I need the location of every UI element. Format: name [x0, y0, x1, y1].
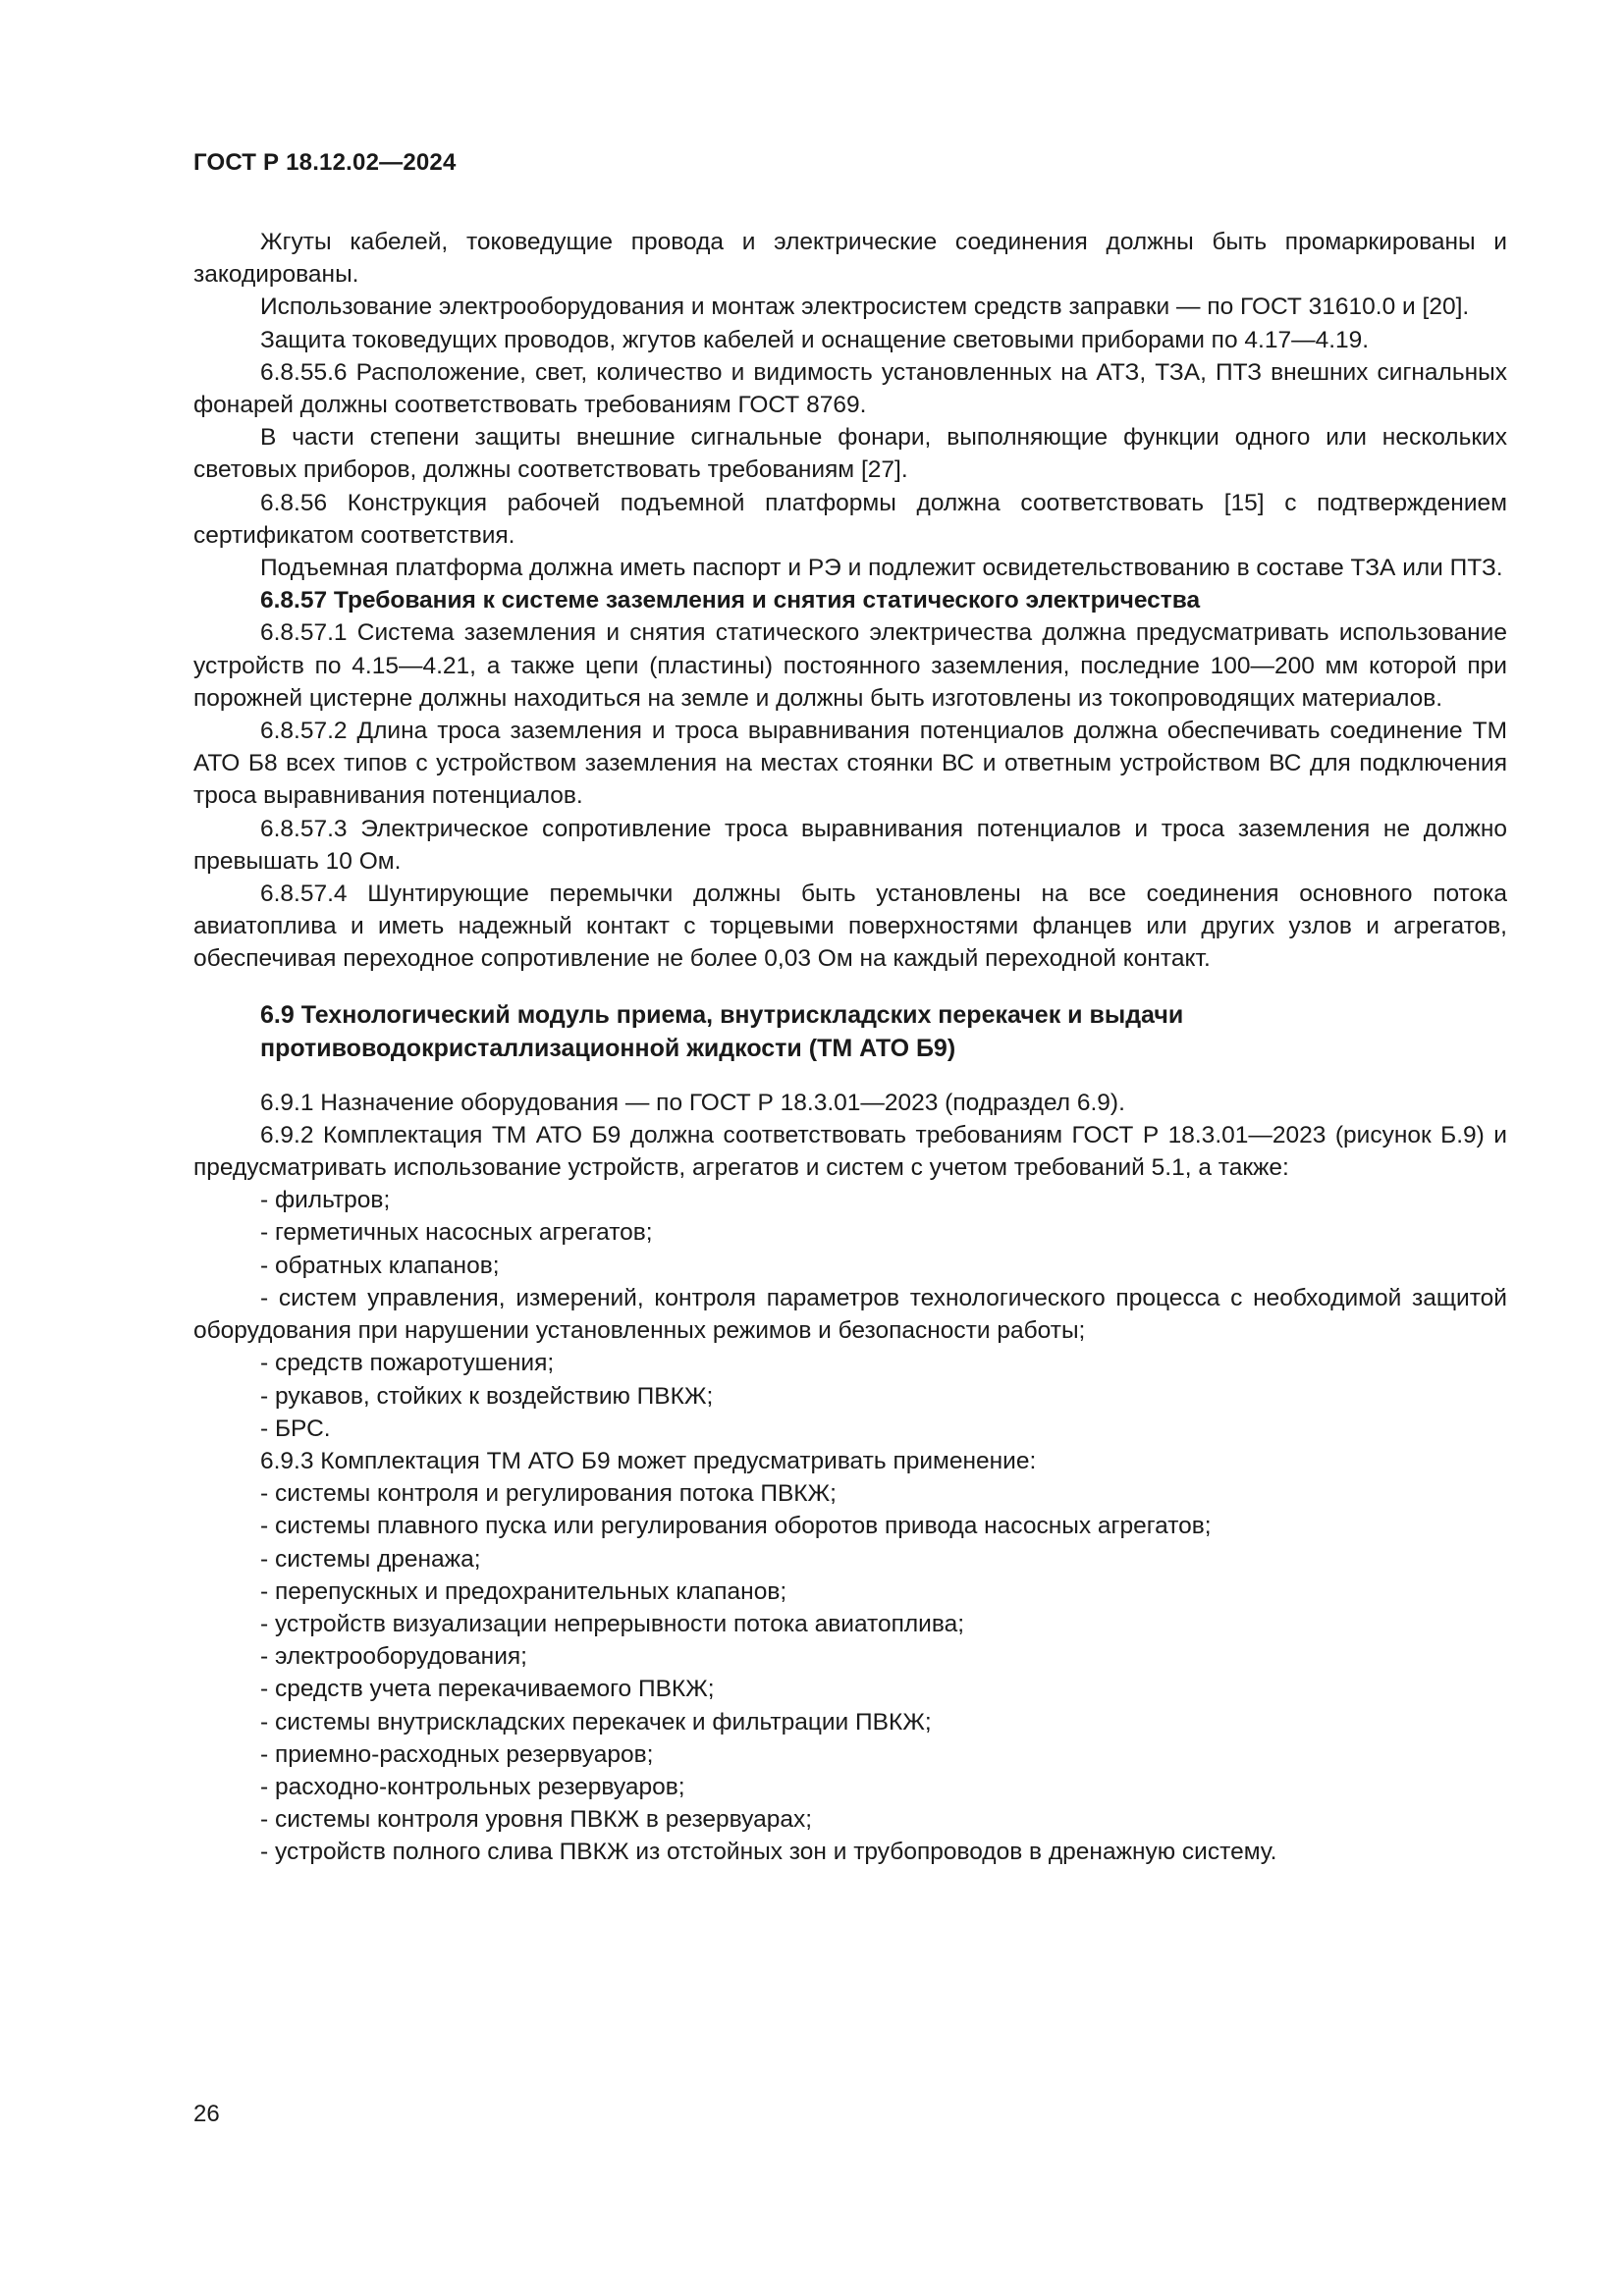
list-item: - расходно-контрольных резервуаров;	[260, 1773, 685, 1800]
section-title-6-9	[193, 998, 1507, 1065]
paragraph-6-9-3: 6.9.3 Комплектация ТМ АТО Б9 может предусматривать применение:	[260, 1447, 1037, 1474]
list-item: - системы дренажа;	[260, 1545, 481, 1573]
list-item: - системы внутрискладских перекачек и фильтрации ПВКЖ;	[260, 1708, 932, 1735]
paragraph: Жгуты кабелей, токоведущие провода и электрические соединения должны быть промаркированы и закодированы.	[193, 229, 1507, 289]
list-item: - устройств визуализации непрерывности потока авиатоплива;	[260, 1610, 965, 1637]
list-item: - герметичных насосных агрегатов;	[260, 1219, 653, 1247]
paragraph-6-8-57-4: 6.8.57.4 Шунтирующие перемычки должны быть установлены на все соединения основного потока авиатоплива и иметь надежный контакт с торцевыми поверхностями фланцев или других узлов и агрегатов, обеспечивая переходное сопротивление не более 0,03 Ом на каждый переходной контакт.	[193, 881, 1507, 973]
list-item: - систем управления, измерений, контроля параметров технологического процесса с необходимой защитой оборудования при нарушении установленных режимов и безопасности работы;	[193, 1284, 1507, 1345]
list-item: - приемно-расходных резервуаров;	[260, 1740, 654, 1768]
list-item: - БРС.	[260, 1415, 331, 1442]
paragraph: Подъемная платформа должна иметь паспорт и РЭ и подлежит освидетельствованию в составе ТЗА или ПТЗ.	[260, 555, 1503, 582]
paragraph-6-8-56: 6.8.56 Конструкция рабочей подъемной платформы должна соответствовать [15] с подтверждением сертификатом соответствия.	[193, 489, 1507, 549]
paragraph-6-9-1: 6.9.1 Назначение оборудования — по ГОСТ Р 18.3.01—2023 (подраздел 6.9).	[260, 1089, 1125, 1116]
document-header: ГОСТ Р 18.12.02—2024	[193, 149, 457, 176]
list-item: - средств учета перекачиваемого ПВКЖ;	[260, 1676, 715, 1703]
list-item: - системы плавного пуска или регулирования оборотов привода насосных агрегатов;	[260, 1513, 1212, 1540]
list-item: - обратных клапанов;	[260, 1252, 500, 1279]
paragraph: Защита токоведущих проводов, жгутов кабелей и оснащение световыми приборами по 4.17—4.19.	[260, 326, 1370, 353]
list-item: - устройств полного слива ПВКЖ из отстойных зон и трубопроводов в дренажную систему.	[260, 1839, 1277, 1866]
list-item: - рукавов, стойких к воздействию ПВКЖ;	[260, 1382, 714, 1410]
paragraph-6-8-55-6: 6.8.55.6 Расположение, свет, количество и видимость установленных на АТЗ, ТЗА, ПТЗ внешних сигнальных фонарей должны соответствовать требованиям ГОСТ 8769.	[193, 358, 1507, 419]
paragraph-6-8-57-2: 6.8.57.2 Длина троса заземления и троса выравнивания потенциалов должна обеспечивать соединение ТМ АТО Б8 всех типов с устройством заземления на местах стоянки ВС и ответным устройством ВС для подключения троса выравнивания потенциалов.	[193, 718, 1507, 810]
list-item: - средств пожаротушения;	[260, 1350, 555, 1377]
section-title-line: противоводокристаллизационной жидкости (ТМ АТО Б9)	[260, 1034, 956, 1062]
list-item: - системы контроля и регулирования потока ПВКЖ;	[260, 1480, 837, 1508]
paragraph: Использование электрооборудования и монтаж электросистем средств заправки — по ГОСТ 31610.0 и [20].	[260, 294, 1470, 321]
paragraph-6-8-57-3: 6.8.57.3 Электрическое сопротивление троса выравнивания потенциалов и троса заземления не должно превышать 10 Ом.	[193, 815, 1507, 875]
paragraph-6-8-57-1: 6.8.57.1 Система заземления и снятия статического электричества должна предусматривать использование устройств по 4.15—4.21, а также цепи (пластины) постоянного заземления, последние 100—200 мм которой при порожней цистерне должны находиться на земле и должны быть изготовлены из токопроводящих материалов.	[193, 619, 1507, 712]
section-title-line: 6.9 Технологический модуль приема, внутрискладских перекачек и выдачи	[260, 1000, 1184, 1029]
page-number: 26	[193, 2101, 220, 2127]
list-item: - фильтров;	[260, 1187, 391, 1214]
list-item: - системы контроля уровня ПВКЖ в резервуарах;	[260, 1806, 813, 1834]
subsection-title-6-8-57: 6.8.57 Требования к системе заземления и снятия статического электричества	[260, 587, 1201, 614]
paragraph: В части степени защиты внешние сигнальные фонари, выполняющие функции одного или нескольких световых приборов, должны соответствовать требованиям [27].	[193, 424, 1507, 484]
document-body	[193, 226, 1507, 1869]
list-item: - электрооборудования;	[260, 1643, 527, 1671]
list-item: - перепускных и предохранительных клапанов;	[260, 1577, 787, 1605]
paragraph-6-9-2: 6.9.2 Комплектация ТМ АТО Б9 должна соответствовать требованиям ГОСТ Р 18.3.01—2023 (рисунок Б.9) и предусматривать использование устройств, агрегатов и систем с учетом требований 5.1, а также:	[193, 1121, 1507, 1182]
